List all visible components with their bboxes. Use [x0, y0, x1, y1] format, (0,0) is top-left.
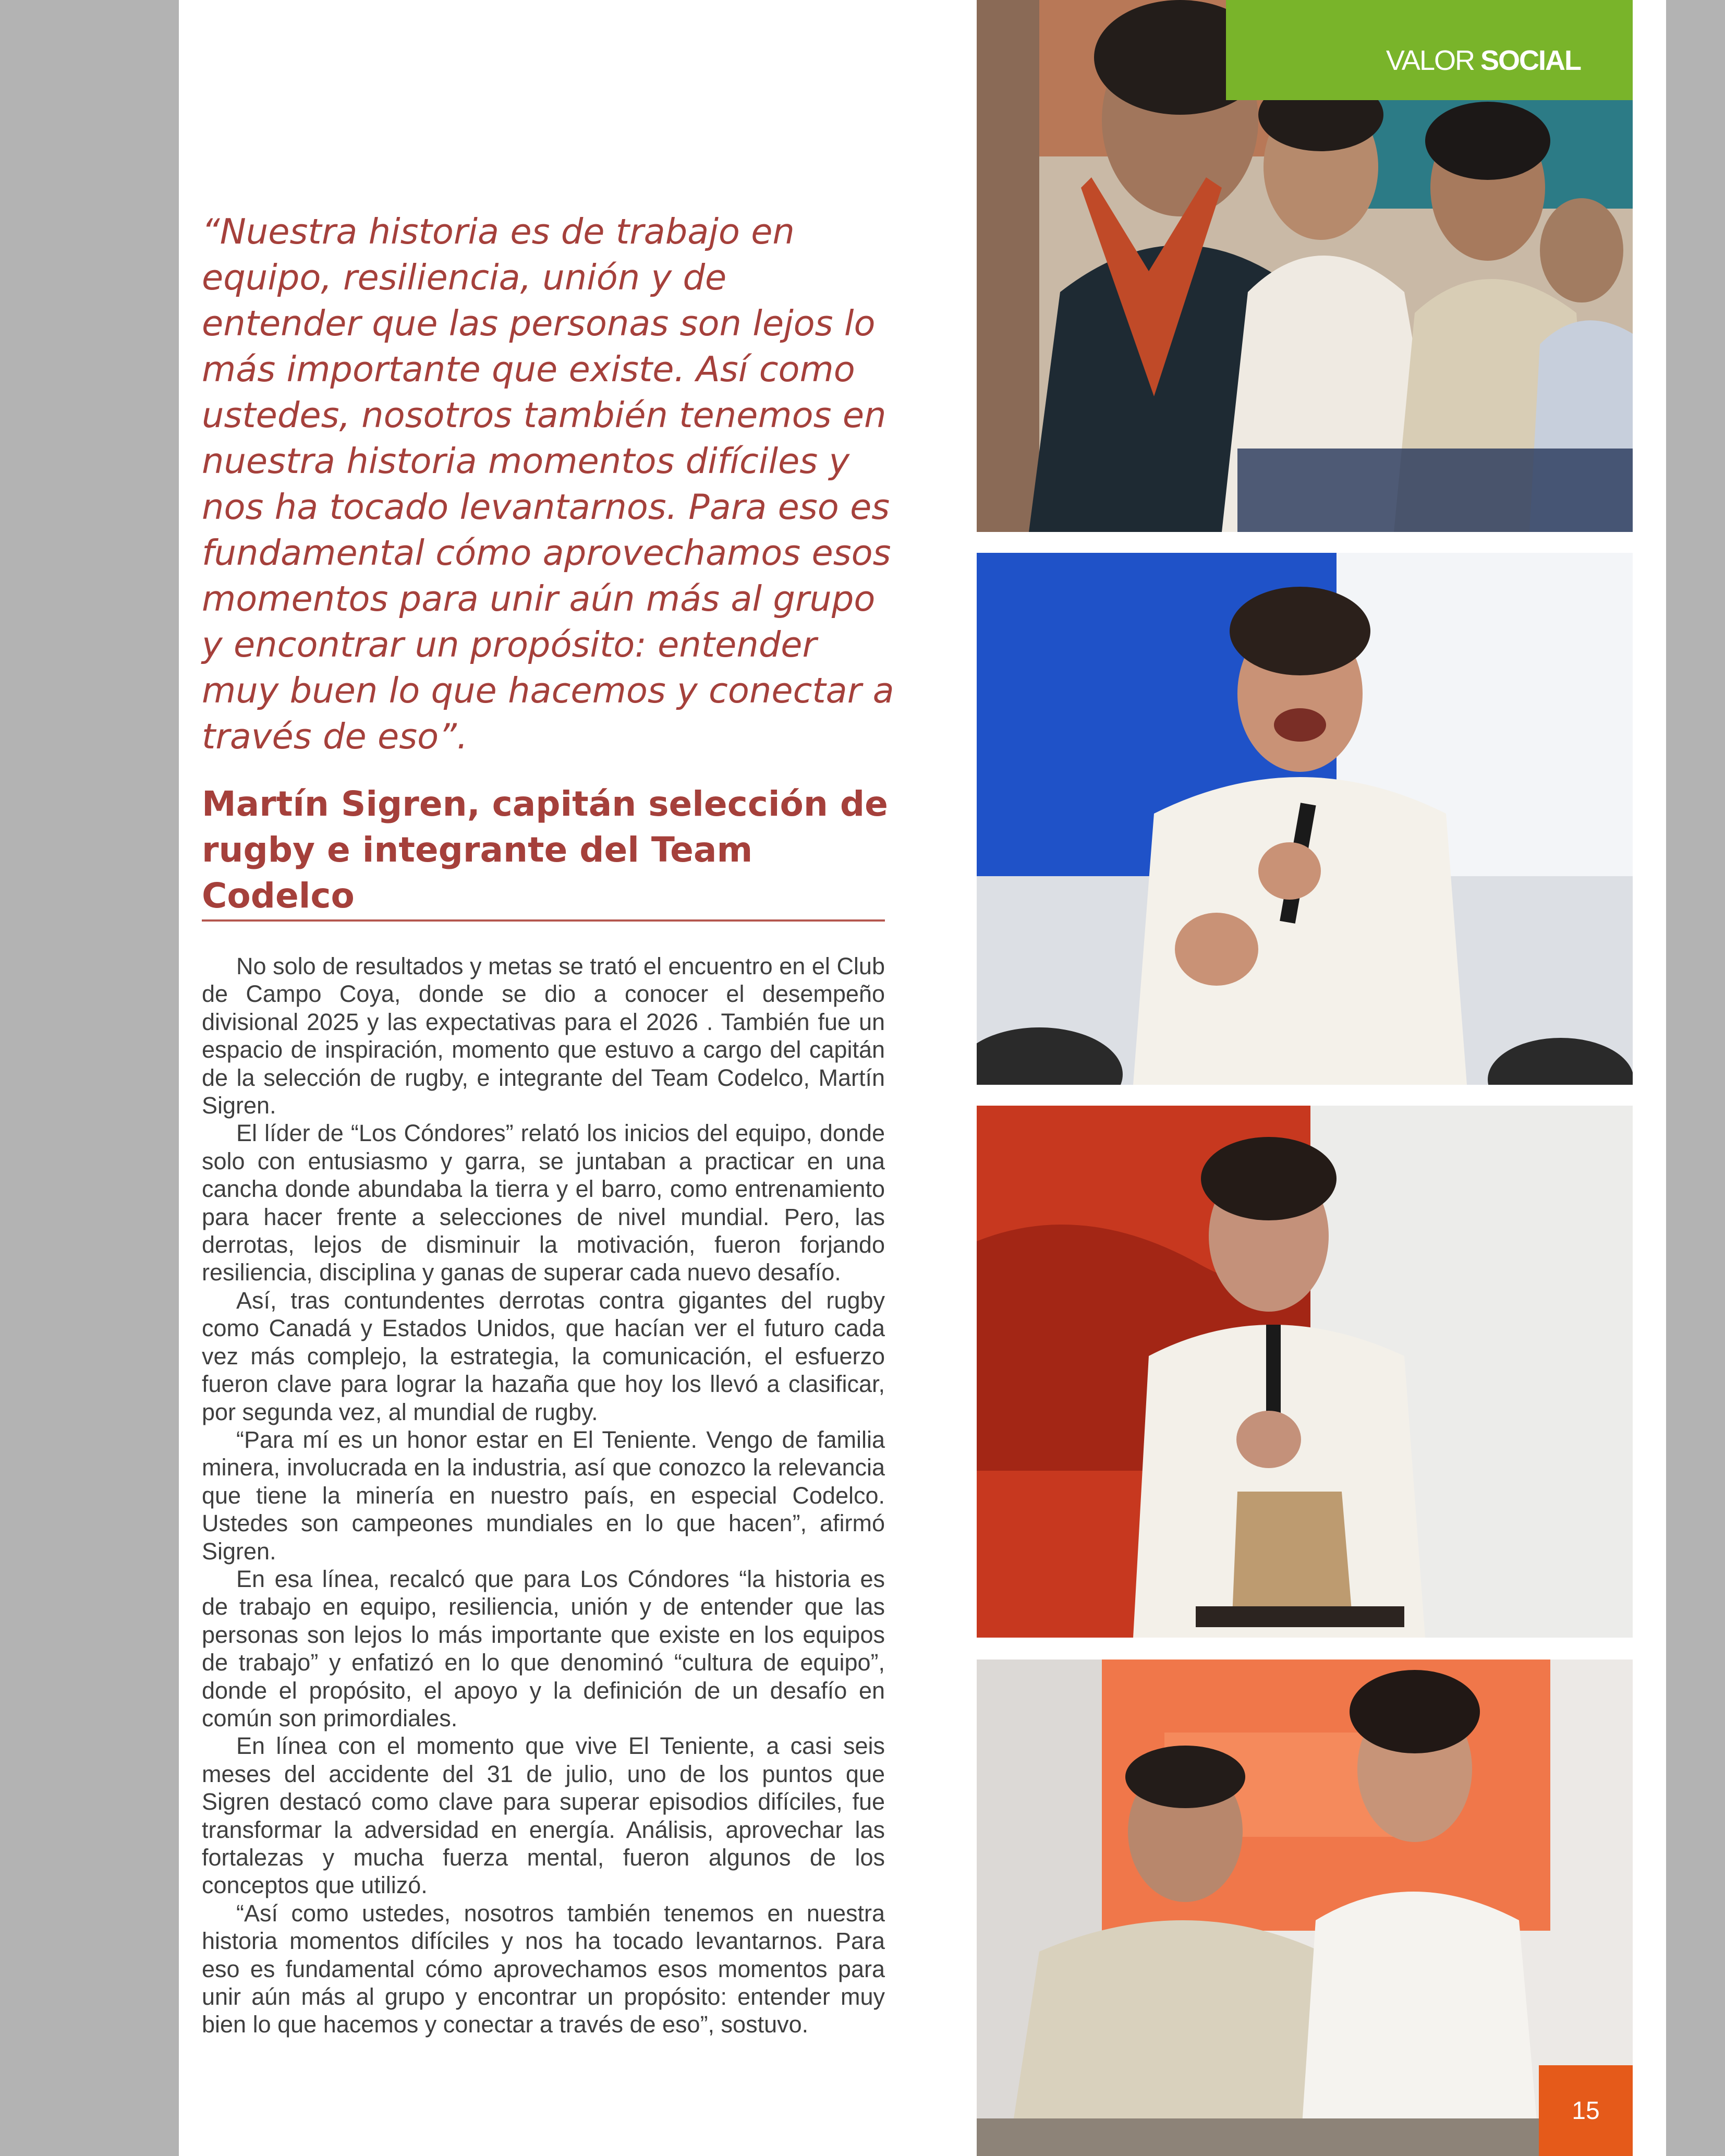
- photo-speaker-gift-bag: [977, 1106, 1633, 1638]
- quote-attribution: Martín Sigren, capitán selección de rugby e integrante del Team Codelco: [202, 784, 888, 916]
- paragraph: “Así como ustedes, nosotros también tenemos en nuestra historia momentos difíciles y nos ha tocado levantarnos. Para eso es fundamental cómo aprovechamos esos momentos para unir aún más al grupo y encontrar un propósito: entender muy bien lo que hacemos y conectar a través de eso”, sostuvo.: [202, 1899, 885, 2038]
- paragraph: En esa línea, recalcó que para Los Cóndores “la historia es de trabajo en equipo, resiliencia, unión y de entender que las personas son lejos lo más importante que existe en los equipos de trabajo” y enfatizó en lo que denominó “cultura de equipo”, donde el propósito, el apoyo y la definición de un desafío en común son primordiales.: [202, 1565, 885, 1731]
- section-tag: [1226, 0, 1633, 100]
- photo-two-men-posing: [977, 1660, 1633, 2156]
- paragraph: En línea con el momento que vive El Teniente, a casi seis meses del accidente del 31 de julio, uno de los puntos que Sigren destacó como clave para superar episodios difíciles, fue transformar la adversidad en energía. Análisis, aprovechar las fortalezas y mucha fuerza mental, fueron algunos de los conceptos que utilizó.: [202, 1733, 885, 1899]
- paragraph: “Para mí es un honor estar en El Teniente. Vengo de familia minera, involucrada en la industria, así que conozco la relevancia que tiene la minería en nuestro país, en especial Codelco. Ustedes son campeones mundiales en lo que hacen”, afirmó Sigren.: [202, 1426, 885, 1565]
- page-number: 15: [1539, 2065, 1633, 2156]
- paragraph: No solo de resultados y metas se trató el encuentro en el Club de Campo Coya, donde se dio a conocer el desempeño divisional 2025 y las expectativas para el 2026 . También fue un espacio de inspiración, momento que estuvo a cargo del capitán de la selección de rugby, e integrante del Team Codelco, Martín Sigren.: [202, 953, 885, 1119]
- divider: [202, 919, 885, 922]
- paragraph: Así, tras contundentes derrotas contra gigantes del rugby como Canadá y Estados Unidos, que hacían ver el futuro cada vez más complejo, la estrategia, la comunicación, el esfuerzo fueron clave para lograr la hazaña que hoy los llevó a clasificar, por segunda vez, al mundial de rugby.: [202, 1287, 885, 1425]
- magazine-page: [179, 0, 1666, 2156]
- section-label-light: VALOR: [1386, 45, 1474, 76]
- pull-quote: “Nuestra historia es de trabajo en equipo, resiliencia, unión y de entender que las personas son lejos lo más importante que existe. Así como ustedes, nosotros también tenemos en nuestra historia momentos difíciles y nos ha tocado levantarnos. Para eso es fundamental cómo aprovechamos esos momentos para unir aún más al grupo y encontrar un propósito: entender muy buen lo que hacemos y conectar a través de eso”.: [202, 211, 894, 757]
- photo-speaker-laughing: [977, 553, 1633, 1085]
- article-body: [202, 952, 885, 2039]
- section-label-bold: SOCIAL: [1480, 45, 1581, 76]
- paragraph: El líder de “Los Cóndores” relató los inicios del equipo, donde solo con entusiasmo y garra, se juntaban a practicar en una cancha donde abundaba la tierra y el barro, como entrenamiento para hacer frente a selecciones de nivel mundial. Pero, las derrotas, lejos de disminuir la motivación, fueron forjando resiliencia, disciplina y ganas de superar cada nuevo desafío.: [202, 1120, 885, 1286]
